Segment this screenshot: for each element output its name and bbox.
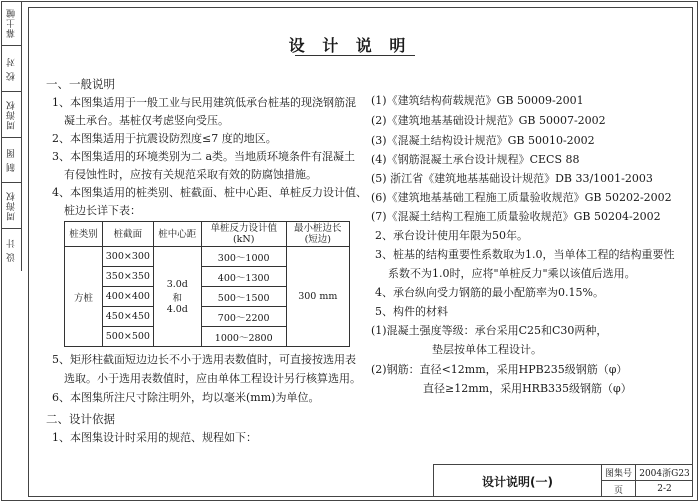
code-ref-6: (6)《建筑地基基础工程施工质量验收规范》GB 50202-2002	[371, 191, 672, 204]
para-3-line-1: 3、本图集适用的环境类别为二 a类。当地质环境条件有混凝土	[52, 150, 356, 163]
para-5-line-1: 5、矩形柱截面短边边长不小于选用表数值时，可直接按选用表	[52, 353, 356, 366]
header-section: 桩截面	[102, 222, 153, 247]
drawing-name: 设计说明(一)	[434, 465, 602, 497]
para-r3-line-2: 系数不为1.0时，应将"单桩反力"乘以该值后选用。	[388, 267, 636, 280]
cell-section: 400×400	[102, 287, 153, 307]
para-4-line-1: 4、本图集适用的桩类别、桩截面、桩中心距、单桩反力设计值、	[52, 186, 367, 199]
code-ref-5: (5) 浙江省《建筑地基基础设计规范》DB 33/1001-2003	[371, 172, 653, 185]
code-ref-7: (7)《混凝土结构工程施工质量验收规范》GB 50204-2002	[371, 210, 661, 223]
table-header-row	[65, 222, 350, 247]
para-r3-line-1: 3、桩基的结构重要性系数取为1.0，当单体工程的结构重要性	[375, 248, 675, 261]
para-3-line-2: 有侵蚀性时，应按有关规范采取有效的防腐蚀措施。	[64, 168, 317, 181]
strip-cell-3	[1, 92, 21, 138]
cell-section: 300×300	[102, 247, 153, 267]
table-row	[65, 247, 350, 267]
para-1-line-2: 凝土承台。基桩仅考虑竖向受压。	[64, 114, 229, 127]
strip-cell-5	[1, 183, 21, 229]
spacing-line-3: 4.0d	[166, 303, 188, 315]
page-no: 2-2	[657, 484, 672, 494]
para-r5-1-line-2: 垫层按单体工程设计。	[432, 343, 542, 356]
title-underline	[295, 55, 415, 56]
strip-cell-4	[1, 138, 21, 183]
para-2: 2、本图集适用于抗震设防烈度≤7 度的地区。	[52, 132, 277, 145]
cell-min-side: 300 mm	[286, 247, 349, 347]
para-r4: 4、承台纵向受力钢筋的最小配筋率为0.15%。	[375, 286, 604, 299]
code-ref-3: (3)《混凝土结构设计规范》GB 50010-2002	[371, 134, 595, 147]
header-reaction-text: 单桩反力设计值	[210, 223, 277, 234]
cell-section: 350×350	[102, 267, 153, 287]
cell-reaction: 300～1000	[201, 247, 286, 267]
header-pile-type: 桩类别	[65, 222, 103, 247]
para-7: 1、本图集设计时采用的规范、规程如下：	[52, 431, 257, 444]
atlas-no-label: 图集号	[602, 465, 636, 481]
strip-text: 周海权	[6, 99, 17, 130]
cell-pile-type: 方桩	[65, 247, 103, 347]
strip-text: 周海权	[6, 190, 17, 221]
spacing-line-2: 和	[172, 292, 183, 304]
title-block	[433, 464, 693, 497]
cell-spacing	[153, 247, 201, 347]
pile-spec-table	[64, 221, 350, 347]
strip-text: 幕土幢	[6, 8, 17, 38]
header-min-side-sub: (短边)	[304, 234, 332, 245]
para-5-line-2: 选取。小于选用表数值时，应由单体工程设计另行核算选用。	[64, 372, 361, 385]
header-min-side	[286, 222, 349, 247]
para-r5-2-line-2: 直径≥12mm，采用HRB335级钢筋（φ）	[423, 382, 632, 395]
code-ref-2: (2)《建筑地基基础设计规范》GB 50007-2002	[371, 114, 606, 127]
header-spacing: 桩中心距	[153, 222, 201, 247]
cell-reaction: 700～2200	[201, 307, 286, 327]
page-label: 页	[602, 481, 636, 497]
cell-reaction: 1000～2800	[201, 327, 286, 347]
para-r5-1-line-1: (1)混凝土强度等级：承台采用C25和C30两种，	[371, 324, 608, 337]
strip-text: 校 对	[6, 56, 17, 81]
cell-section: 500×500	[102, 327, 153, 347]
header-reaction-unit: (kN)	[232, 234, 255, 245]
strip-cell-6	[1, 229, 21, 270]
para-r5: 5、构件的材料	[375, 305, 448, 318]
header-reaction	[201, 222, 286, 247]
section-heading-basis: 二、设计依据	[46, 412, 115, 426]
strip-text: 设 计	[6, 237, 17, 262]
cell-reaction: 400～1300	[201, 267, 286, 287]
code-ref-4: (4)《钢筋混凝土承台设计规程》CECS 88	[371, 153, 580, 166]
cell-reaction: 500～1500	[201, 287, 286, 307]
strip-text: 制 图	[6, 148, 17, 172]
para-6: 6、本图集所注尺寸除注明外，均以毫米(mm)为单位。	[52, 391, 320, 404]
code-ref-1: (1)《建筑结构荷载规范》GB 50009-2001	[371, 94, 584, 107]
section-heading-general: 一、一般说明	[46, 77, 115, 91]
cell-section: 450×450	[102, 307, 153, 327]
para-r2: 2、承台设计使用年限为50年。	[375, 229, 528, 242]
para-4-line-2: 桩边长详下表：	[64, 204, 141, 217]
para-1-line-1: 1、本图集适用于一般工业与民用建筑低承台桩基的现浇钢筋混	[52, 96, 356, 109]
spacing-line-1: 3.0d	[166, 278, 188, 290]
para-r5-2-line-1: (2)钢筋：直径<12mm，采用HPB235级钢筋（φ）	[371, 363, 628, 376]
page-title: 设 计 说 明	[288, 36, 412, 55]
atlas-no: 2004浙G23	[636, 465, 693, 481]
header-min-side-text: 最小桩边长	[294, 223, 342, 234]
